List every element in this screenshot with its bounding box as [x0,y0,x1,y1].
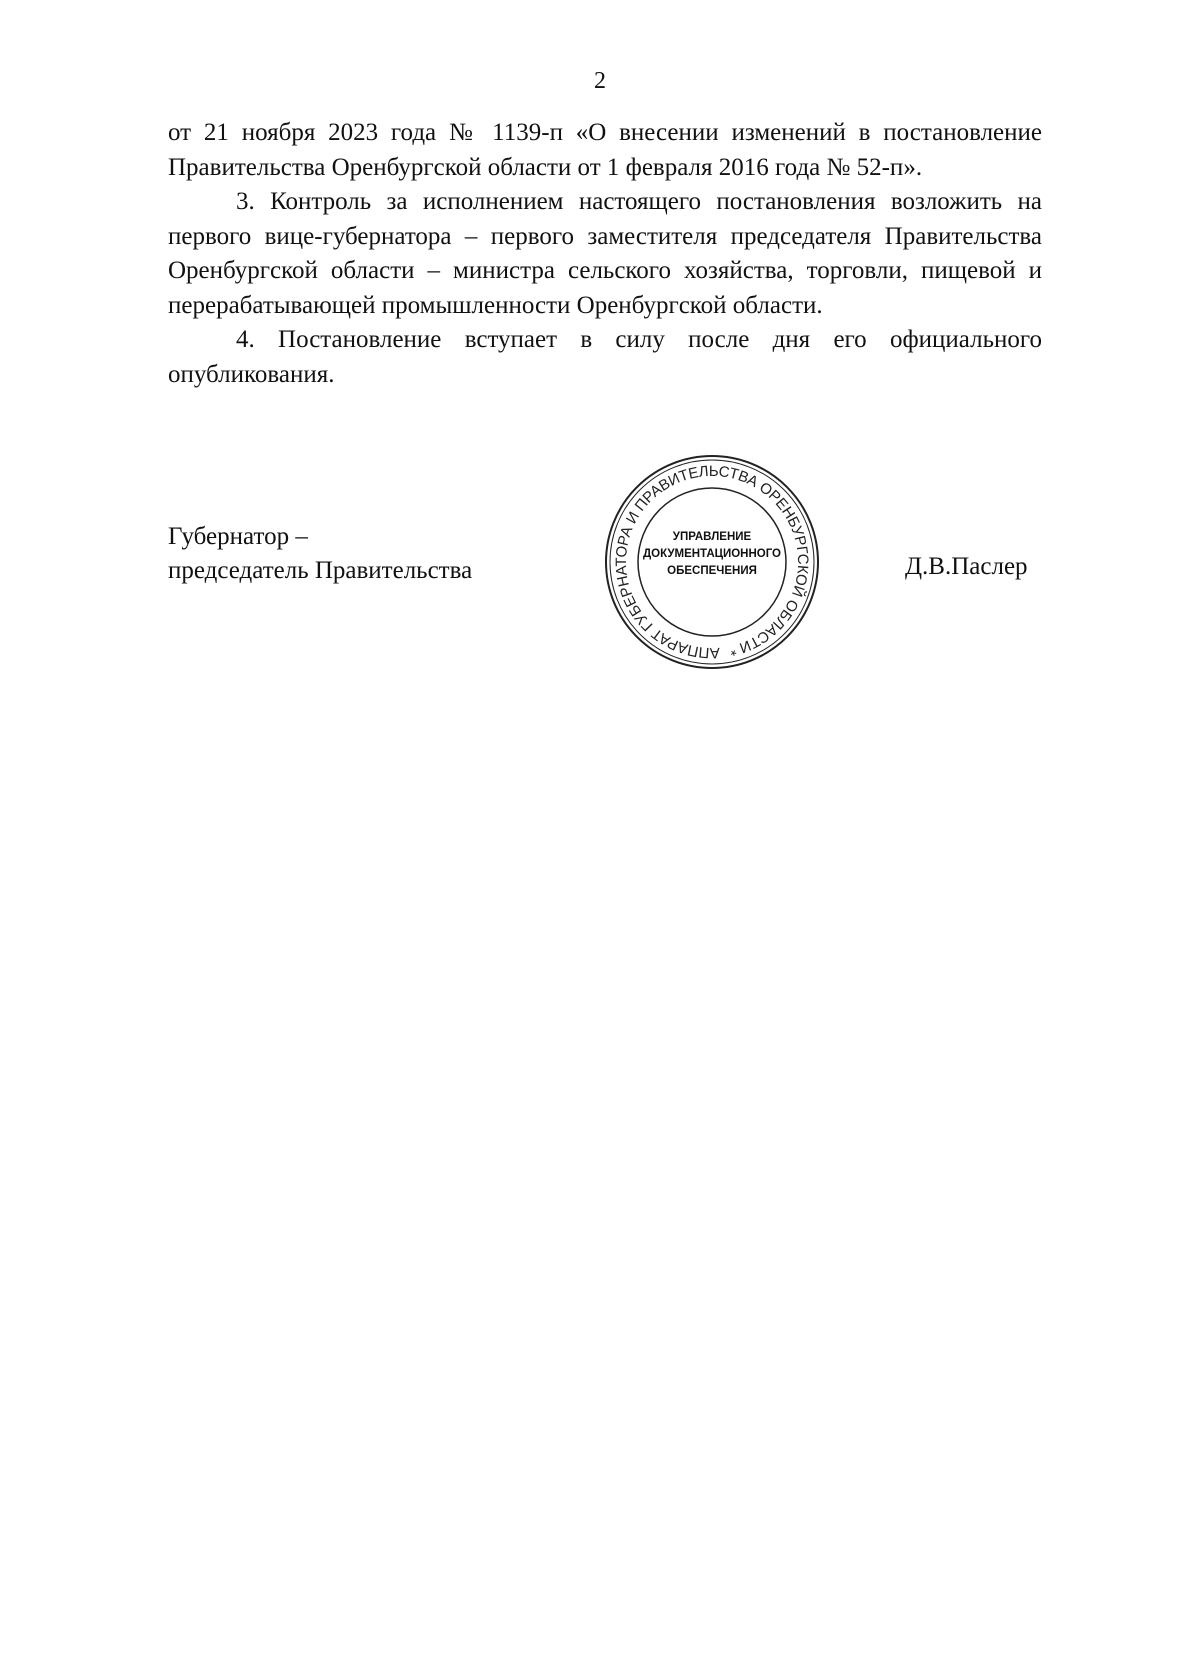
stamp-line-1: УПРАВЛЕНИЕ [672,531,752,543]
signatory-title [168,520,472,588]
page-number: 2 [594,68,606,94]
official-stamp [602,452,822,672]
paragraph-4: 4. Постановление вступает в силу после дня его официального опубликования. [168,326,1042,388]
stamp-line-2: ДОКУМЕНТАЦИОННОГО [643,548,781,560]
document-body [168,116,1042,392]
paragraph-3: 3. Контроль за исполнением настоящего постановления возложить на первого вице-губернатора – первого заместителя председателя Правительства Оренбургской области – министра сельского хозяйства, торговли, пищевой и перерабатывающей промышленности Оренбургской области. [168,188,1042,319]
paragraph-continuation: от 21 ноября 2023 года № 1139-п «О внесении изменений в постановление Правительства Оренбургской области от 1 февраля 2016 года № 52-п». [168,119,1042,181]
stamp-ring-text: АППАРАТ ГУБЕРНАТОРА И ПРАВИТЕЛЬСТВА ОРЕНБУРГСКОЙ ОБЛАСТИ * [612,462,812,662]
signatory-title-line1: Губернатор – [168,523,308,550]
stamp-line-3: ОБЕСПЕЧЕНИЯ [667,565,757,577]
signatory-title-line2: председатель Правительства [168,557,473,584]
signatory-name: Д.В.Паслер [905,553,1028,580]
